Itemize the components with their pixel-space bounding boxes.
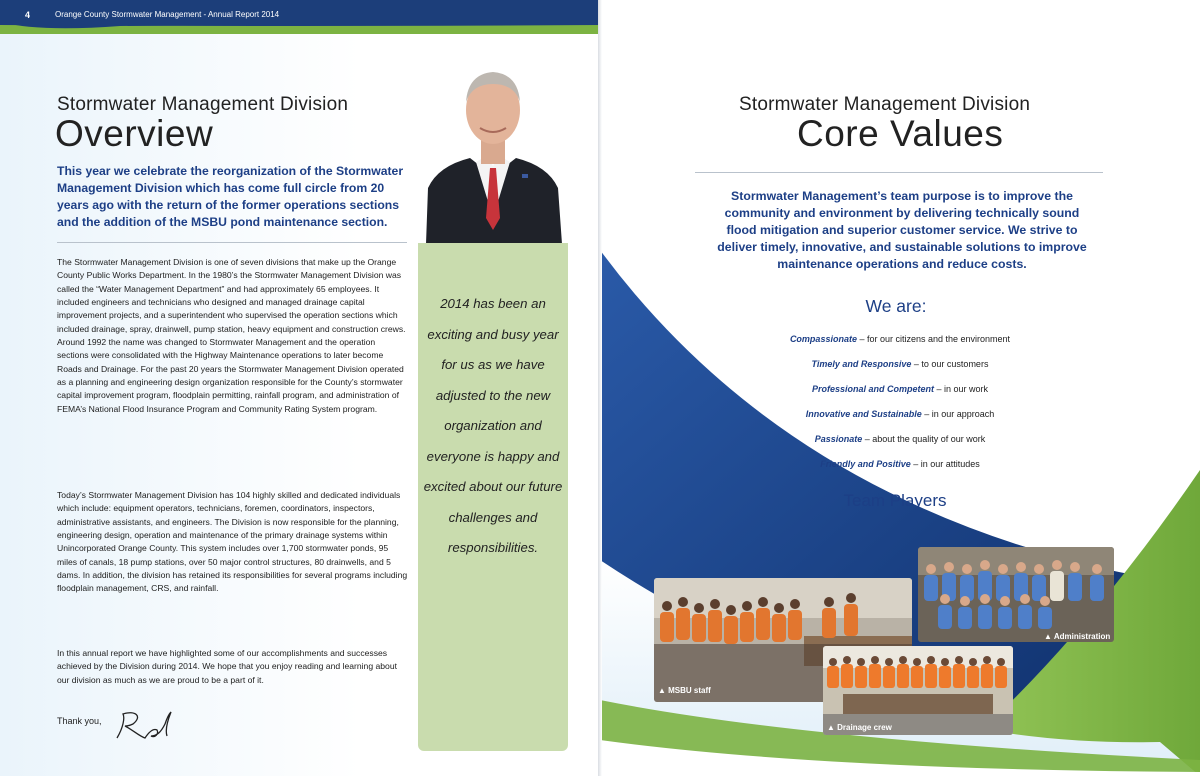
team-players-heading: Team Players — [843, 491, 947, 510]
value-term: Compassionate — [789, 334, 857, 344]
pull-quote: 2014 has been an exciting and busy year for us as we have adjusted to the new organization and everyone is happy and excited about our future challenges and responsibilities. — [423, 296, 563, 555]
body-paragraph-3: In this annual report we have highlighted some of our accomplishments and successes achieved by the Division during 2014. We hope that you enjoy reading and learning about our division as much as we are proud to be a part of it. — [57, 648, 398, 685]
value-desc: – in our attitudes — [910, 459, 980, 469]
core-values-subtitle: Stormwater Management Division — [739, 94, 1031, 115]
value-term: Timely and Responsive — [811, 359, 912, 369]
value-item — [700, 459, 1100, 469]
value-item — [700, 334, 1100, 344]
value-term: Passionate — [814, 434, 863, 444]
value-term: Friendly and Positive — [820, 459, 911, 469]
core-values-title: Core Values — [797, 113, 1004, 154]
team-purpose-statement: Stormwater Management’s team purpose is to improve the community and environment by delivering technically sound flood mitigation and superior customer service. We strive to deliver timely, innovative, and sustainable solutions to improve maintenance operations and reduce costs. — [717, 189, 1087, 271]
we-are-heading: We are: — [865, 296, 927, 316]
value-desc: – in our approach — [921, 409, 995, 419]
running-title: Orange County Stormwater Management - Annual Report 2014 — [55, 10, 280, 19]
administration-photo — [918, 547, 1114, 642]
overview-title: Overview — [55, 113, 214, 154]
drainage-crew-photo — [823, 646, 1013, 735]
body-paragraph-2: Today’s Stormwater Management Division has 104 highly skilled and dedicated individuals which include: equipment operators, technicians, foremen, coordinators, inspectors, administrative assistants, and engineers. The Division is now responsible for the planning, engineering design, operation and maintenance of the primary drainage systems within Unincorporated Orange County. This system includes over 1,700 stormwater ponds, 95 miles of canals, 18 pump stations, over 50 major control structures, 80 drainwells, and 5 dams. In addition, the division has retained its responsibilities for several programs including floodplain management, CRS, and rainfall. — [57, 490, 408, 594]
overview-subtitle: Stormwater Management Division — [57, 94, 349, 115]
header-green-swoosh — [0, 22, 600, 34]
value-desc: – in our work — [934, 384, 989, 394]
value-desc: – to our customers — [911, 359, 989, 369]
photo-caption: ▲ Drainage crew — [827, 723, 892, 732]
value-desc: – for our citizens and the environment — [856, 334, 1011, 344]
divider — [695, 172, 1103, 173]
value-item — [700, 384, 1100, 394]
body-paragraph-1: The Stormwater Management Division is one of seven divisions that make up the Orange County Public Works Department. In the 1980’s the Stormwater Management Division was called the “Water Management Department” and had approximately 65 employees. It included engineers and technicians who designed and managed drainage capital improvement projects, and a superintendent who supervised the operation sections which included drainage, spray, drainwell, pump station, heavy equipment and construction crews. Around 1992 the name was changed to Stormwater Management and the operation sections were consolidated with the Highway Maintenance operations to later become Roads and Drainage. For the past 20 years the Stormwater Management Division operated as a planning and engineering design organization responsible for the County’s stormwater capital improvement program, floodplain permitting, rainfall program, and administration of FEMA’s National Flood Insurance Program and Community Rating System program. — [57, 257, 406, 414]
value-term: Professional and Competent — [811, 384, 934, 394]
value-item — [700, 409, 1100, 419]
photo-caption: ▲ Administration — [1044, 632, 1111, 641]
value-term: Innovative and Sustainable — [805, 409, 922, 419]
divider — [57, 242, 407, 243]
value-desc: – about the quality of our work — [862, 434, 986, 444]
signature — [113, 708, 175, 744]
signoff: Thank you, — [57, 716, 102, 726]
overview-intro: This year we celebrate the reorganization of the Stormwater Management Division which has come full circle from 20 years ago with the return of the former operations sections and the addition of the MSBU pond maintenance section. — [57, 164, 404, 229]
page-number: 4 — [25, 10, 31, 20]
value-item — [700, 434, 1100, 444]
value-item — [700, 359, 1100, 369]
header-band — [0, 0, 600, 32]
photo-caption: ▲ MSBU staff — [658, 686, 711, 695]
director-portrait — [418, 58, 568, 244]
page-spine — [598, 0, 602, 776]
